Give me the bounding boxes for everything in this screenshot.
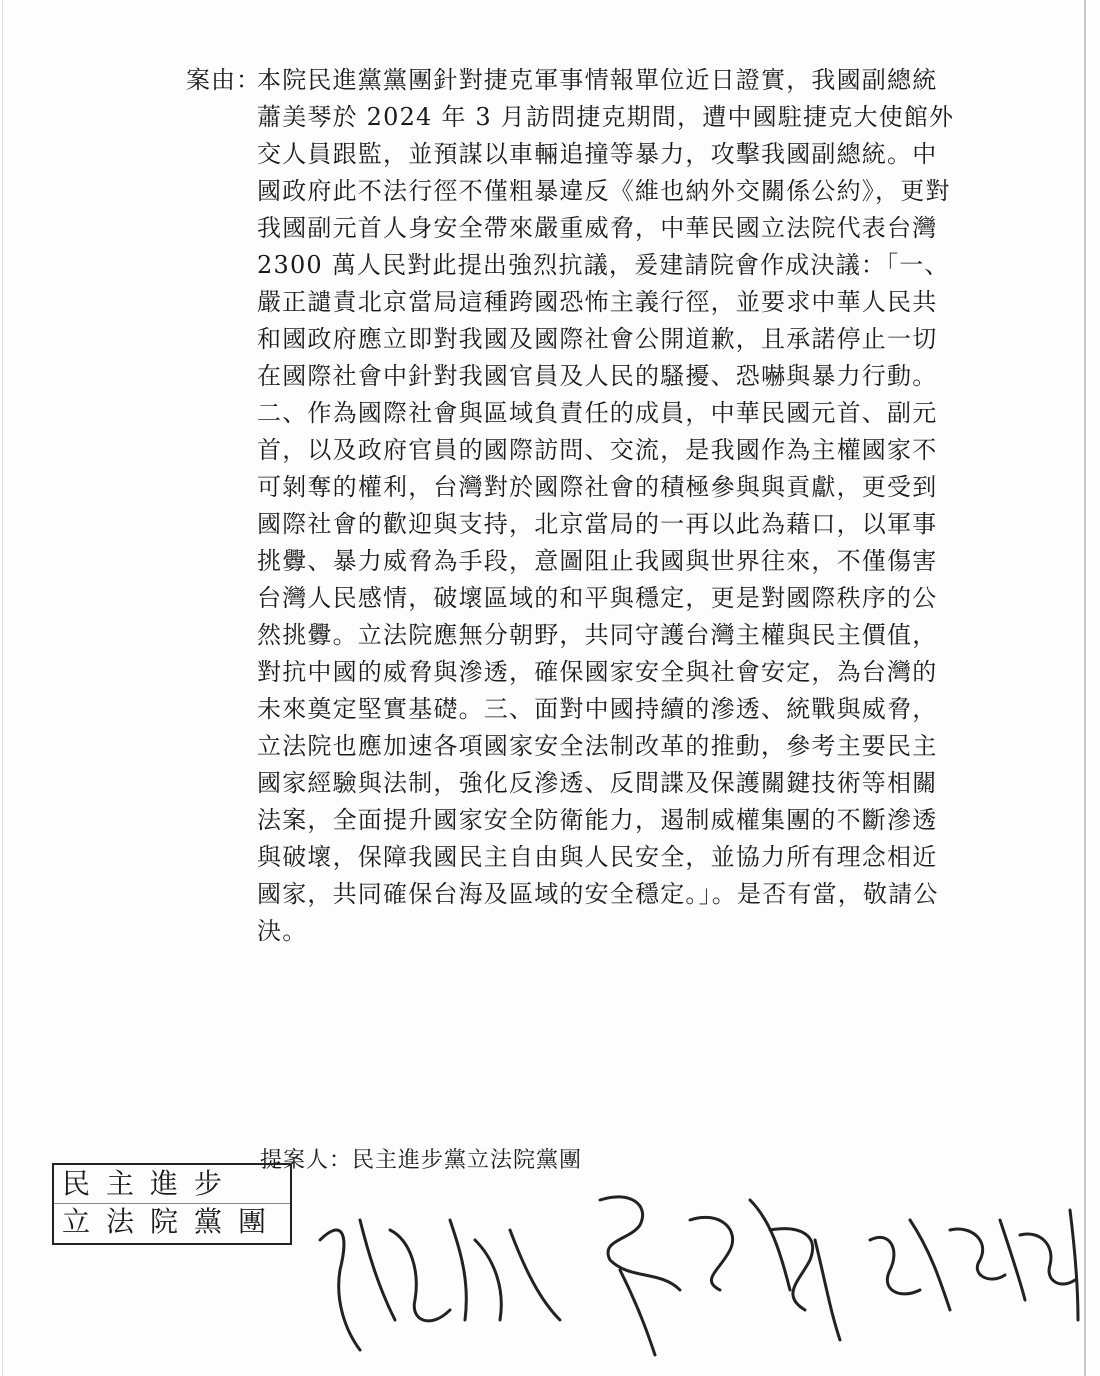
handwritten-signatures — [300, 1180, 1090, 1360]
page-edge-left — [2, 0, 3, 1376]
stamp-line-2: 立法院黨團 — [62, 1205, 283, 1238]
body-line: 法案，全面提升國家安全防衛能力，遏制威權集團的不斷滲透 — [257, 806, 938, 834]
proposer-line: 提案人：民主進步黨立法院黨團 — [260, 1148, 583, 1173]
body-line: 台灣人民感情，破壞區域的和平與穩定，更是對國際秩序的公 — [257, 584, 938, 612]
signature-3 — [870, 1210, 1078, 1320]
page-edge-right — [1084, 0, 1086, 1376]
body-line: 本院民進黨黨團針對捷克軍事情報單位近日證實，我國副總統 — [257, 66, 938, 94]
body-line: 在國際社會中針對我國官員及人民的騷擾、恐嚇與暴力行動。 — [257, 362, 938, 390]
signature-strokes — [300, 1180, 1090, 1360]
signature-1 — [320, 1220, 560, 1350]
body-line: 立法院也應加速各項國家安全法制改革的推動，參考主要民主 — [257, 732, 938, 760]
body-line: 決。 — [257, 917, 308, 945]
body-line: 然挑釁。立法院應無分朝野，共同守護台灣主權與民主價值， — [257, 621, 938, 649]
body-line: 對抗中國的威脅與滲透，確保國家安全與社會安定，為台灣的 — [257, 658, 938, 686]
stamp-line-1: 民主進步 — [62, 1167, 239, 1200]
body-line: 和國政府應立即對我國及國際社會公開道歉，且承諾停止一切 — [257, 325, 938, 353]
stamp-divider — [54, 1203, 290, 1204]
case-label: 案由： — [186, 66, 261, 94]
body-line: 可剝奪的權利，台灣對於國際社會的積極參與與貢獻，更受到 — [257, 473, 938, 501]
case-body — [257, 62, 955, 950]
body-line: 未來奠定堅實基礎。三、面對中國持續的滲透、統戰與威脅， — [257, 695, 938, 723]
body-line: 2300 萬人民對此提出強烈抗議，爰建請院會作成決議：「一、 — [257, 251, 950, 279]
body-line: 國家經驗與法制，強化反滲透、反間諜及保護關鍵技術等相關 — [257, 769, 938, 797]
body-line: 蕭美琴於 2024 年 3 月訪問捷克期間，遭中國駐捷克大使館外 — [257, 103, 955, 131]
body-line: 挑釁、暴力威脅為手段，意圖阻止我國與世界往來，不僅傷害 — [257, 547, 938, 575]
body-line: 交人員跟監，並預謀以車輛追撞等暴力，攻擊我國副總統。中 — [257, 140, 938, 168]
body-line: 國家，共同確保台海及區域的安全穩定。」。是否有當，敬請公 — [257, 880, 939, 908]
body-line: 與破壞，保障我國民主自由與人民安全，並協力所有理念相近 — [257, 843, 938, 871]
body-line: 我國副元首人身安全帶來嚴重威脅，中華民國立法院代表台灣 — [257, 214, 938, 242]
signature-2 — [600, 1197, 840, 1355]
body-line: 二、作為國際社會與區域負責任的成員，中華民國元首、副元 — [257, 399, 938, 427]
body-line: 嚴正譴責北京當局這種跨國恐怖主義行徑，並要求中華人民共 — [257, 288, 938, 316]
caucus-stamp — [52, 1163, 292, 1245]
body-line: 國政府此不法行徑不僅粗暴違反《維也納外交關係公約》，更對 — [257, 177, 951, 205]
body-line: 首，以及政府官員的國際訪問、交流，是我國作為主權國家不 — [257, 436, 938, 464]
body-line: 國際社會的歡迎與支持，北京當局的一再以此為藉口，以軍事 — [257, 510, 938, 538]
